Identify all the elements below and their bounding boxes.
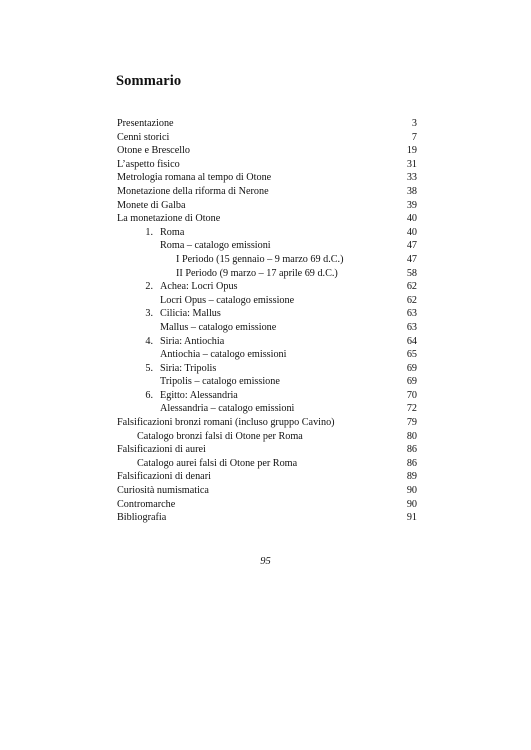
toc-entry-page: 69 — [406, 376, 417, 388]
toc-entry-title: Antiochia – catalogo emissioni — [160, 349, 287, 361]
toc-entry-title: Falsificazioni di aurei — [117, 444, 206, 456]
toc-entry-title: Roma — [160, 226, 185, 238]
toc-entry-title: Curiosità numismatica — [117, 485, 209, 497]
toc-entry-page: 58 — [406, 267, 417, 279]
toc-entry-title: La monetazione di Otone — [117, 213, 221, 225]
toc-entry-title: Roma – catalogo emissioni — [160, 240, 271, 252]
toc-entry[interactable] — [117, 362, 417, 376]
toc-entry-title: II Periodo (9 marzo – 17 aprile 69 d.C.) — [176, 267, 338, 279]
toc-entry-title: Catalogo bronzi falsi di Otone per Roma — [137, 430, 303, 442]
toc-entry-page: 90 — [406, 485, 417, 497]
toc-entry-page: 62 — [406, 294, 417, 306]
toc-entry-title: Monetazione della riforma di Nerone — [117, 185, 269, 197]
toc-entry[interactable] — [117, 185, 417, 199]
toc-entry[interactable] — [117, 144, 417, 158]
toc-entry[interactable] — [117, 253, 417, 267]
toc-entry-title: Siria: Antiochia — [160, 335, 225, 347]
toc-entry-page: 7 — [411, 131, 417, 143]
toc-entry-page: 62 — [406, 281, 417, 293]
toc-entry[interactable] — [117, 498, 417, 512]
toc-entry-title: Metrologia romana al tempo di Otone — [117, 172, 272, 184]
toc-entry-page: 47 — [406, 240, 417, 252]
toc-entry[interactable] — [117, 416, 417, 430]
toc-entry-title: Presentazione — [117, 118, 174, 129]
toc-entry-title: Mallus – catalogo emissione — [160, 321, 277, 333]
toc-entry-page: 79 — [406, 417, 417, 429]
toc-entry[interactable] — [117, 335, 417, 349]
toc-entry-title: Cenni storici — [117, 131, 170, 143]
toc-entry-page: 89 — [406, 471, 417, 483]
toc-entry[interactable] — [117, 389, 417, 403]
toc-entry[interactable] — [117, 457, 417, 471]
page-number: 95 — [260, 556, 271, 567]
toc-entry-title: Siria: Tripolis — [160, 362, 217, 374]
toc-entry-number: 6. — [145, 389, 153, 401]
toc-entry-page: 63 — [406, 321, 417, 333]
toc-entry-number: 4. — [145, 335, 153, 347]
toc-entry-page: 33 — [406, 172, 417, 184]
page-title: Sommario — [116, 73, 182, 89]
toc-entry-page: 19 — [406, 145, 417, 157]
toc-entry[interactable] — [117, 158, 417, 172]
toc-entry[interactable] — [117, 511, 417, 525]
toc-entry-page: 40 — [406, 213, 417, 225]
toc-entry-page: 63 — [406, 308, 417, 320]
toc-entry-page: 90 — [406, 498, 417, 510]
toc-entry[interactable] — [117, 348, 417, 362]
toc-entry[interactable] — [117, 267, 417, 281]
toc-entry[interactable] — [117, 280, 417, 294]
toc-entry-title: L’aspetto fisico — [117, 158, 180, 170]
toc-entry-page: 70 — [406, 389, 417, 401]
toc-entry-page: 40 — [406, 226, 417, 238]
toc-entry-page: 80 — [406, 430, 417, 442]
toc-entry-page: 69 — [406, 362, 417, 374]
toc-entry-page: 3 — [411, 118, 417, 129]
toc-entry-title: Otone e Brescello — [117, 145, 190, 157]
toc-entry-title: Cilicia: Mallus — [160, 308, 221, 320]
toc-entry-number: 2. — [145, 281, 153, 293]
toc-entry-title: Egitto: Alessandria — [160, 389, 238, 401]
toc-entry-title: Tripolis – catalogo emissione — [160, 376, 280, 388]
toc-entry[interactable] — [117, 171, 417, 185]
toc-entry-page: 86 — [406, 444, 417, 456]
toc-entry-title: Falsificazioni di denari — [117, 471, 211, 483]
toc-entry[interactable] — [117, 484, 417, 498]
toc-entry[interactable] — [117, 307, 417, 321]
toc-entry-page: 72 — [406, 403, 417, 415]
toc-entry-page: 86 — [406, 457, 417, 469]
toc-entry[interactable] — [117, 131, 417, 145]
toc-entry[interactable] — [117, 294, 417, 308]
toc-entry-page: 39 — [406, 199, 417, 211]
toc-entry-number: 5. — [145, 362, 153, 374]
toc-entry[interactable] — [117, 212, 417, 226]
toc-entry-page: 64 — [406, 335, 417, 347]
toc-entry-page: 91 — [406, 512, 417, 524]
toc-entry-title: I Periodo (15 gennaio – 9 marzo 69 d.C.) — [176, 253, 344, 265]
toc-entry-page: 47 — [406, 253, 417, 265]
toc-entry[interactable] — [117, 117, 417, 131]
toc-entry-page: 38 — [406, 185, 417, 197]
toc-entry-title: Alessandria – catalogo emissioni — [160, 403, 295, 415]
toc-entry-title: Catalogo aurei falsi di Otone per Roma — [137, 457, 298, 469]
toc-entry-title: Contromarche — [117, 498, 176, 510]
toc-entry[interactable] — [117, 470, 417, 484]
toc-entry-title: Locri Opus – catalogo emissione — [160, 294, 295, 306]
toc-entry[interactable] — [117, 239, 417, 253]
toc-entry-title: Monete di Galba — [117, 199, 186, 211]
toc-entry[interactable] — [117, 402, 417, 416]
toc-entry[interactable] — [117, 430, 417, 444]
toc-entry[interactable] — [117, 226, 417, 240]
toc-entry-title: Bibliografia — [117, 512, 167, 524]
toc-entry-number: 3. — [145, 308, 153, 320]
toc-entry-number: 1. — [145, 226, 153, 238]
toc-entry[interactable] — [117, 375, 417, 389]
toc-entry[interactable] — [117, 321, 417, 335]
toc-entry-title: Falsificazioni bronzi romani (incluso gruppo Cavino) — [117, 417, 335, 429]
table-of-contents — [117, 117, 417, 525]
toc-entry[interactable] — [117, 443, 417, 457]
toc-entry-page: 65 — [406, 349, 417, 361]
toc-entry[interactable] — [117, 199, 417, 213]
toc-entry-title: Achea: Locri Opus — [160, 281, 238, 293]
toc-entry-page: 31 — [406, 158, 417, 170]
